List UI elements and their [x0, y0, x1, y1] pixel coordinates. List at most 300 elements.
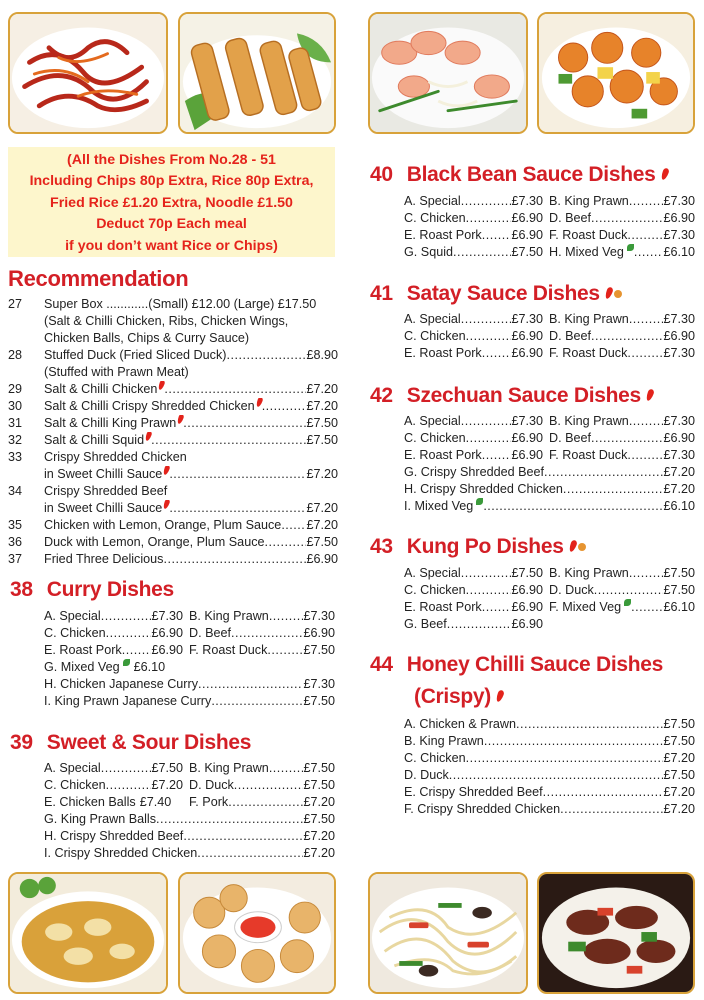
leader-dots [631, 599, 663, 616]
leader-dots [183, 415, 306, 432]
item-body [44, 432, 338, 449]
item-row [404, 784, 695, 801]
leader-dots [461, 311, 512, 328]
item-body: Crispy Shredded Beef [44, 484, 168, 498]
menu-item [44, 659, 183, 676]
leader-dots [169, 500, 306, 517]
menu-item [44, 777, 183, 794]
leader-dots [269, 760, 304, 777]
item-name: A. Chicken & Prawn [404, 717, 516, 731]
item-body [44, 466, 338, 483]
item-price: £7.20 [663, 751, 695, 765]
item-cell [404, 193, 549, 210]
leader-dots [262, 398, 307, 415]
item-price: £6.90 [303, 626, 335, 640]
item-name: B. King Prawn [549, 566, 629, 580]
menu-item [189, 608, 335, 625]
item-cell [404, 311, 549, 328]
item-cell [404, 599, 549, 616]
chili-icon [660, 168, 670, 181]
menu-item [404, 210, 543, 227]
item-cell [404, 328, 549, 345]
menu-item [189, 794, 335, 811]
section-number: 38 [10, 578, 33, 601]
item-cell [189, 625, 335, 642]
leader-dots [466, 750, 664, 767]
item-cell [549, 345, 695, 362]
item-price: £7.50 [303, 761, 335, 775]
leader-dots [544, 464, 663, 481]
item-price: £7.30 [511, 414, 543, 428]
item-cell [404, 716, 695, 733]
item-name: D. Beef [549, 431, 591, 445]
item-name: H. Chicken Japanese Curry [44, 677, 198, 691]
menu-item [44, 625, 183, 642]
recommendation-row [8, 449, 338, 466]
item-cell [549, 413, 695, 430]
item-name: H. Crispy Shredded Chicken [404, 482, 563, 496]
item-name: C. Chicken [404, 329, 466, 343]
item-cell [549, 447, 695, 464]
leader-dots [449, 767, 664, 784]
leader-dots [228, 794, 303, 811]
item-name: A. Special [404, 194, 461, 208]
menu-item [549, 447, 695, 464]
item-name: H. Mixed Veg [549, 245, 624, 259]
item-name: E. Roast Pork [404, 448, 482, 462]
item-name: F. Roast Duck [189, 643, 268, 657]
leader-dots [484, 733, 664, 750]
recommendation-list [8, 296, 338, 568]
item-cell [44, 777, 189, 794]
menu-item [404, 565, 543, 582]
nut-icon [578, 543, 586, 551]
leader-dots [101, 608, 152, 625]
leader-dots [629, 193, 664, 210]
item-body: (Stuffed with Prawn Meat) [44, 365, 189, 379]
item-name: D. Beef [549, 211, 591, 225]
item-name: G. Beef [404, 617, 447, 631]
leader-dots [629, 413, 664, 430]
item-name: H. Crispy Shredded Beef [44, 829, 184, 843]
item-row [44, 794, 335, 811]
item-name: F. Mixed Veg [549, 600, 622, 614]
item-name: B. King Prawn [189, 609, 269, 623]
item-row [404, 750, 695, 767]
item-cell [404, 227, 549, 244]
item-name: Salt & Chilli King Prawn [44, 416, 177, 430]
menu-item [44, 381, 338, 398]
leader-dots [482, 447, 512, 464]
item-price: £6.90 [511, 329, 543, 343]
section-items [44, 760, 335, 862]
item-name: D. Duck [189, 778, 234, 792]
menu-item [44, 693, 335, 710]
item-price: £7.20 [663, 785, 695, 799]
menu-item [549, 244, 695, 261]
item-number: 33 [8, 450, 23, 464]
item-row [404, 464, 695, 481]
section-heading [370, 163, 668, 187]
recommendation-row [8, 534, 338, 551]
item-body: (Salt & Chilli Chicken, Ribs, Chicken Wings, [44, 314, 289, 328]
leader-dots [634, 244, 664, 261]
item-price: £7.20 [303, 795, 335, 809]
item-row [44, 811, 335, 828]
leader-dots [482, 227, 512, 244]
item-name: A. Special [44, 609, 101, 623]
leader-dots [483, 498, 663, 515]
item-price: £7.20 [306, 382, 338, 396]
section-items [404, 565, 695, 633]
item-name: D. Duck [549, 583, 594, 597]
item-cell [44, 828, 335, 845]
item-cell [404, 784, 695, 801]
item-name: Salt & Chilli Crispy Shredded Chicken [44, 399, 255, 413]
chili-icon [645, 389, 655, 402]
menu-item [404, 784, 695, 801]
item-name: C. Chicken [44, 778, 106, 792]
item-cell [44, 608, 189, 625]
leader-dots [629, 565, 664, 582]
item-price: £7.30 [663, 228, 695, 242]
item-number: 27 [8, 297, 23, 311]
item-name: E. Chicken Balls [44, 795, 136, 809]
item-row [44, 693, 335, 710]
recommendation-row [8, 313, 338, 330]
recommendation-row [8, 381, 338, 398]
menu-item [404, 616, 543, 633]
menu-item [44, 517, 338, 534]
item-cell [404, 430, 549, 447]
recommendation-row [8, 364, 338, 381]
item-price: £7.50 [663, 583, 695, 597]
item-name: E. Roast Pork [404, 600, 482, 614]
item-number [8, 313, 44, 330]
item-number: 31 [8, 416, 23, 430]
item-name: Salt & Chilli Squid [44, 433, 145, 447]
leader-dots [482, 599, 512, 616]
section-heading [370, 384, 653, 408]
item-price: £6.90 [511, 431, 543, 445]
item-price: £7.50 [663, 566, 695, 580]
menu-item [44, 642, 183, 659]
section-heading-line2 [414, 685, 503, 709]
leader-dots [163, 551, 306, 568]
item-price: £6.90 [511, 600, 543, 614]
item-body: Super Box ............(Small) £12.00 (Large) £17.50 [44, 297, 317, 311]
section-heading [370, 535, 586, 559]
item-name: E. Roast Pork [44, 643, 122, 657]
item-cell [189, 642, 335, 659]
item-number [8, 466, 44, 483]
item-row [404, 311, 695, 328]
item-row [404, 481, 695, 498]
veg-icon [627, 244, 634, 251]
item-cell [404, 582, 549, 599]
item-name: F. Roast Duck [549, 448, 628, 462]
leader-dots [461, 565, 512, 582]
item-body [44, 500, 338, 517]
item-body [44, 534, 338, 551]
item-row [404, 430, 695, 447]
item-name: E. Roast Pork [404, 228, 482, 242]
item-name: A. Special [404, 566, 461, 580]
menu-item [549, 345, 695, 362]
menu-item [189, 777, 335, 794]
item-price: £7.30 [303, 677, 335, 691]
item-name: D. Duck [404, 768, 449, 782]
item-price: £6.90 [511, 211, 543, 225]
leader-dots [543, 784, 664, 801]
section-items [44, 608, 335, 710]
leader-dots [594, 582, 664, 599]
item-cell [404, 750, 695, 767]
item-price: £7.50 [663, 734, 695, 748]
recommendation-row [8, 415, 338, 432]
notice-line: if you don’t want Rice or Chips) [65, 237, 278, 254]
item-cell [44, 693, 335, 710]
recommendation-row [8, 432, 338, 449]
item-name: F. Pork [189, 795, 229, 809]
item-row [404, 345, 695, 362]
menu-item [44, 828, 335, 845]
item-price: £6.90 [306, 552, 338, 566]
section-title: Kung Po Dishes [406, 535, 564, 558]
recommendation-row [8, 398, 338, 415]
item-price: £7.20 [151, 778, 183, 792]
item-price: £6.90 [511, 448, 543, 462]
section-number: 41 [370, 282, 393, 305]
item-name: E. Roast Pork [404, 346, 482, 360]
section-heading [10, 731, 251, 755]
menu-item [44, 415, 338, 432]
item-price: £7.20 [303, 829, 335, 843]
photo-sweet-sour [537, 12, 695, 134]
photo-spring-rolls [178, 12, 336, 134]
item-cell [404, 767, 695, 784]
notice-line: Deduct 70p Each meal [96, 216, 247, 233]
section-title: Sweet & Sour Dishes [46, 731, 252, 754]
item-name: F. Roast Duck [549, 346, 628, 360]
menu-item [404, 447, 543, 464]
leader-dots [198, 676, 303, 693]
item-cell [549, 193, 695, 210]
menu-item [189, 625, 335, 642]
recommendation-row [8, 551, 338, 568]
menu-item [549, 582, 695, 599]
leader-dots [466, 328, 512, 345]
menu-item [404, 345, 543, 362]
chili-icon [604, 287, 614, 300]
menu-item [44, 608, 183, 625]
notice-box [8, 147, 335, 257]
item-name: in Sweet Chilli Sauce [44, 467, 163, 481]
leader-dots [629, 311, 664, 328]
leader-dots [231, 625, 303, 642]
menu-item [404, 481, 695, 498]
section-number: 43 [370, 535, 393, 558]
leader-dots [461, 193, 512, 210]
item-price: £6.90 [151, 643, 183, 657]
item-name: Stuffed Duck (Fried Sliced Duck) [44, 348, 227, 362]
item-body [44, 347, 338, 364]
leader-dots [156, 811, 303, 828]
menu-item [44, 551, 338, 568]
item-number: 36 [8, 535, 23, 549]
leader-dots [461, 413, 512, 430]
section-title: Honey Chilli Sauce Dishes [406, 653, 664, 676]
item-price: £6.90 [663, 329, 695, 343]
item-price: £7.30 [511, 194, 543, 208]
section-items [404, 716, 695, 818]
item-row [44, 845, 335, 862]
section-items [404, 311, 695, 362]
leader-dots [151, 432, 306, 449]
item-row [44, 828, 335, 845]
item-row [404, 413, 695, 430]
item-cell [44, 659, 189, 676]
menu-item [44, 432, 338, 449]
item-cell [549, 210, 695, 227]
item-cell [549, 311, 695, 328]
menu-item [404, 311, 543, 328]
item-name: B. King Prawn [549, 194, 629, 208]
item-price: £7.50 [511, 245, 543, 259]
leader-dots [627, 447, 663, 464]
item-price: £7.50 [303, 694, 335, 708]
leader-dots [466, 430, 512, 447]
leader-dots [265, 534, 307, 551]
item-body [44, 551, 338, 568]
menu-item [549, 210, 695, 227]
menu-item [404, 801, 695, 818]
item-name: in Sweet Chilli Sauce [44, 501, 163, 515]
item-row [404, 193, 695, 210]
item-number: 30 [8, 399, 23, 413]
recommendation-row [8, 296, 338, 313]
item-name: C. Chicken [44, 626, 106, 640]
item-cell [549, 565, 695, 582]
menu-item [404, 733, 695, 750]
menu-item [549, 328, 695, 345]
item-name: Salt & Chilli Chicken [44, 382, 158, 396]
photo-curry [8, 872, 168, 994]
veg-icon [624, 599, 631, 606]
leader-dots [234, 777, 304, 794]
item-body: Chicken Balls, Chips & Curry Sauce) [44, 331, 250, 345]
item-cell [189, 777, 335, 794]
item-name: A. Special [44, 761, 101, 775]
item-row [44, 760, 335, 777]
section-items [404, 413, 695, 515]
item-price: £7.30 [511, 312, 543, 326]
item-body [44, 415, 338, 432]
item-number: 28 [8, 348, 23, 362]
item-price: £6.10 [133, 660, 166, 674]
menu-item [44, 466, 338, 483]
item-name: A. Special [404, 414, 461, 428]
recommendation-row [8, 517, 338, 534]
item-cell [404, 565, 549, 582]
leader-dots [447, 616, 512, 633]
item-price: £7.20 [306, 501, 338, 515]
leader-dots [466, 582, 512, 599]
item-price: £7.20 [306, 518, 338, 532]
item-row [44, 625, 335, 642]
item-number: 35 [8, 518, 23, 532]
item-price: £7.50 [306, 416, 338, 430]
recommendation-row [8, 347, 338, 364]
item-name: D. Beef [549, 329, 591, 343]
item-row [404, 733, 695, 750]
leader-dots [627, 227, 663, 244]
item-price: £6.10 [663, 245, 695, 259]
item-price: £7.20 [306, 467, 338, 481]
item-row [44, 777, 335, 794]
section-heading [370, 653, 663, 677]
menu-item [549, 193, 695, 210]
item-cell [404, 210, 549, 227]
item-row [404, 227, 695, 244]
menu-item [549, 311, 695, 328]
item-name: C. Chicken [404, 431, 466, 445]
item-cell [404, 345, 549, 362]
item-row [44, 608, 335, 625]
recommendation-row [8, 500, 338, 517]
leader-dots [267, 642, 303, 659]
menu-item [404, 767, 695, 784]
item-name: D. Beef [189, 626, 231, 640]
item-cell [404, 801, 695, 818]
item-cell [44, 642, 189, 659]
item-name: Duck with Lemon, Orange, Plum Sauce [44, 535, 265, 549]
item-cell [549, 328, 695, 345]
item-price: £7.20 [306, 399, 338, 413]
nut-icon [614, 290, 622, 298]
item-row [404, 565, 695, 582]
item-price: £6.90 [511, 228, 543, 242]
section-title: (Crispy) [414, 685, 491, 708]
leader-dots [591, 430, 663, 447]
section-title: Satay Sauce Dishes [406, 282, 600, 305]
menu-item [404, 244, 543, 261]
photo-noodles [368, 872, 528, 994]
item-price: £7.50 [303, 812, 335, 826]
photo-king-prawn [368, 12, 528, 134]
item-price: £7.30 [151, 609, 183, 623]
menu-item [44, 500, 338, 517]
item-number: 29 [8, 382, 23, 396]
item-price: £6.90 [511, 583, 543, 597]
veg-icon [123, 659, 130, 666]
recommendation-row [8, 483, 338, 500]
item-price: £7.50 [303, 778, 335, 792]
menu-item [404, 498, 695, 515]
menu-item [189, 642, 335, 659]
item-price: £6.90 [511, 617, 543, 631]
item-name: I. King Prawn Japanese Curry [44, 694, 212, 708]
leader-dots [106, 625, 152, 642]
item-number [8, 364, 44, 381]
item-name: B. King Prawn [189, 761, 269, 775]
section-items [404, 193, 695, 261]
leader-dots [560, 801, 663, 818]
item-price: £7.30 [663, 414, 695, 428]
item-cell [44, 845, 335, 862]
item-price: £7.50 [306, 535, 338, 549]
item-price: £7.30 [663, 448, 695, 462]
